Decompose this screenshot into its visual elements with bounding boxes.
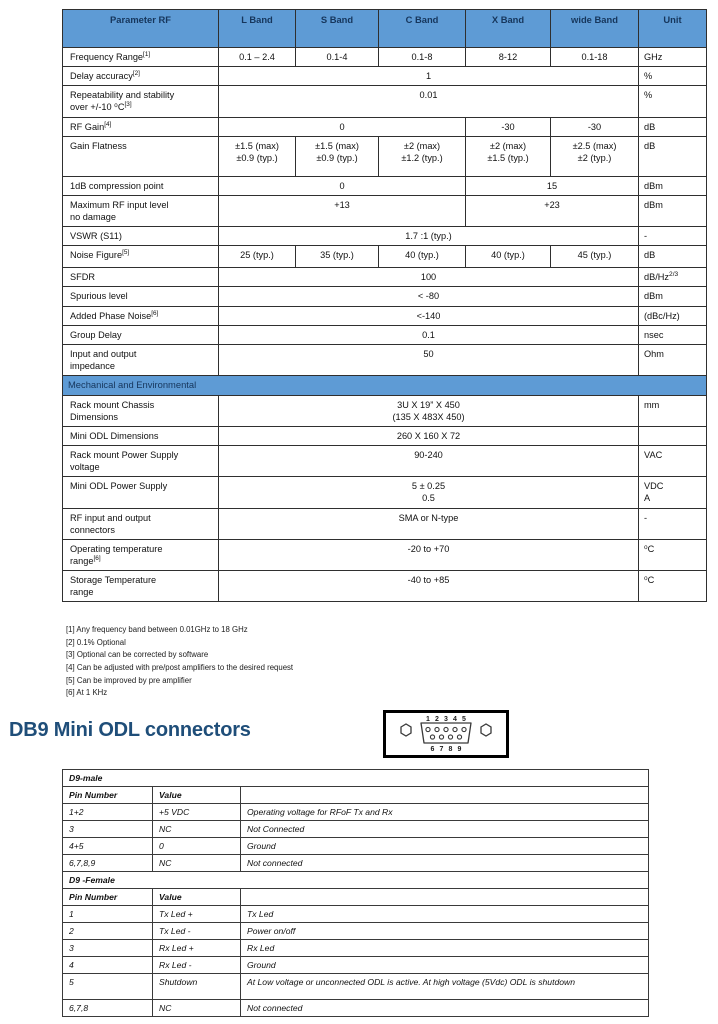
cell-value-span: 0 [219, 117, 466, 136]
table-row [63, 539, 707, 570]
cell-value: 40 (typ.) [379, 246, 466, 268]
column-header-value: Value [153, 889, 241, 906]
param-rack-chassis-dimensions: Rack mount Chassis Dimensions [63, 395, 219, 426]
cell-description: At Low voltage or unconnected ODL is active. At high voltage (5Vdc) ODL is shutdown [241, 974, 649, 1000]
footnote-item: [1] Any frequency band between 0.01GHz to 18 GHz [66, 625, 248, 634]
column-header-row [63, 787, 649, 804]
column-header-s-band: S Band [296, 10, 379, 48]
param-1db-compression-point: 1dB compression point [63, 176, 219, 195]
cell-unit [639, 426, 707, 445]
param-input-output-impedance: Input and output impedance [63, 344, 219, 375]
unit-exponent: 2/3 [669, 271, 679, 279]
table-row [63, 117, 707, 136]
cell-value-span: +13 [219, 195, 466, 226]
table-row [63, 344, 707, 375]
cell-value: NC [153, 855, 241, 872]
cell-unit: $dB/Hz^{2/3}$ [639, 268, 707, 287]
cell-value-span: <-140 [219, 306, 639, 325]
param-sfdr: SFDR [63, 268, 219, 287]
cell-value-span: 1.7 :1 (typ.) [219, 227, 639, 246]
footnote-item: [3] Optional can be corrected by software [66, 650, 209, 660]
param-delay-accuracy: Delay accuracy[2] [63, 67, 219, 86]
column-header-c-band: C Band [379, 10, 466, 48]
rf-specification-table-container [62, 9, 706, 602]
cell-value-span: 0.01 [219, 86, 639, 117]
pin-label-1: 1 [426, 716, 430, 723]
table-row [63, 804, 649, 821]
cell-value: ±1.5 (max) ±0.9 (typ.) [296, 136, 379, 176]
cell-value: 45 (typ.) [551, 246, 639, 268]
table-row [63, 176, 707, 195]
column-header-x-band: X Band [466, 10, 551, 48]
cell-value-span: 100 [219, 268, 639, 287]
table-row [63, 821, 649, 838]
cell-pin: 6,7,8,9 [63, 855, 153, 872]
pin-label-8: 8 [448, 746, 453, 753]
footnote-item: [2] 0.1% Optional [66, 637, 126, 647]
cell-value: -30 [466, 117, 551, 136]
cell-description: Ground [241, 957, 649, 974]
column-header-unit: Unit [639, 10, 707, 48]
table-row [63, 395, 707, 426]
table-row [63, 923, 649, 940]
cell-value-span: -20 to +70 [219, 539, 639, 570]
cell-unit: ⁰C [639, 539, 707, 570]
table-row [63, 838, 649, 855]
footnote-ref: [4] [104, 120, 112, 128]
cell-pin: 1 [63, 906, 153, 923]
footnote-item: [5] Can be improved by pre amplifier [66, 675, 192, 685]
cell-unit: GHz [639, 48, 707, 67]
cell-unit: dBm [639, 195, 707, 226]
cell-value: NC [153, 1000, 241, 1017]
column-header-row [63, 889, 649, 906]
footnote-ref: [3] [124, 101, 132, 109]
column-header-value: Value [153, 787, 241, 804]
table-row [63, 477, 707, 508]
pin-label-4: 4 [453, 716, 457, 723]
pin-label-9: 9 [457, 746, 462, 753]
db9-connector-diagram [383, 710, 509, 758]
table-row [63, 48, 707, 67]
cell-description: Ground [241, 838, 649, 855]
column-header-pin-number: Pin Number [63, 787, 153, 804]
column-header-description [241, 889, 649, 906]
param-storage-temperature-range: Storage Temperature range [63, 571, 219, 602]
table-header-row [63, 10, 707, 48]
table-row [63, 940, 649, 957]
param-noise-figure: Noise Figure[5] [63, 246, 219, 268]
group-label-d9-male: D9-male [63, 770, 649, 787]
footnote-ref: [6] [151, 309, 159, 317]
cell-value: 35 (typ.) [296, 246, 379, 268]
group-header-row [63, 872, 649, 889]
cell-value: Rx Led - [153, 957, 241, 974]
table-row [63, 906, 649, 923]
table-row [63, 195, 707, 226]
db9-pinout-tables-container [62, 769, 648, 1017]
cell-description: Power on/off [241, 923, 649, 940]
column-header-l-band: L Band [219, 10, 296, 48]
table-row [63, 287, 707, 306]
cell-unit: VAC [639, 445, 707, 476]
footnote-item: [6] At 1 KHz [66, 688, 108, 698]
param-repeatability-stability: Repeatability and stability over +/-10 ⁰C[3] [63, 86, 219, 117]
param-gain-flatness: Gain Flatness [63, 136, 219, 176]
cell-value-span: 15 [466, 176, 639, 195]
cell-value: Shutdown [153, 974, 241, 1000]
param-added-phase-noise: Added Phase Noise[6] [63, 306, 219, 325]
table-row [63, 855, 649, 872]
cell-value: 0.1-4 [296, 48, 379, 67]
table-row [63, 957, 649, 974]
param-max-rf-input-level: Maximum RF input level no damage [63, 195, 219, 226]
cell-value-span: 50 [219, 344, 639, 375]
cell-unit: dB [639, 246, 707, 268]
param-operating-temperature-range: Operating temperature range[6] [63, 539, 219, 570]
cell-pin: 5 [63, 974, 153, 1000]
db9-pinout-table [62, 769, 649, 1017]
cell-unit: - [639, 508, 707, 539]
cell-description: Not Connected [241, 821, 649, 838]
table-row [63, 136, 707, 176]
table-row [63, 86, 707, 117]
cell-value: ±2 (max) ±1.2 (typ.) [379, 136, 466, 176]
cell-value-span: -40 to +85 [219, 571, 639, 602]
cell-unit: mm [639, 395, 707, 426]
param-mini-odl-power-supply: Mini ODL Power Supply [63, 477, 219, 508]
cell-unit: dB [639, 136, 707, 176]
cell-pin: 4+5 [63, 838, 153, 855]
footnote-ref: [6] [93, 554, 101, 562]
cell-value: NC [153, 821, 241, 838]
section-header-row [63, 376, 707, 395]
pin-label-2: 2 [435, 716, 439, 723]
cell-value: Rx Led + [153, 940, 241, 957]
cell-pin: 3 [63, 821, 153, 838]
table-row [63, 571, 707, 602]
cell-value: +5 VDC [153, 804, 241, 821]
column-header-parameter: Parameter RF [63, 10, 219, 48]
cell-value: ±2.5 (max) ±2 (typ.) [551, 136, 639, 176]
cell-unit: (dBc/Hz) [639, 306, 707, 325]
cell-value: 8-12 [466, 48, 551, 67]
cell-unit: % [639, 67, 707, 86]
table-row [63, 974, 649, 1000]
cell-value-span: SMA or N-type [219, 508, 639, 539]
cell-value: 0.1 – 2.4 [219, 48, 296, 67]
table-row [63, 67, 707, 86]
footnote-ref: [5] [122, 249, 130, 257]
cell-value: -30 [551, 117, 639, 136]
group-label-d9-female: D9 -Female [63, 872, 649, 889]
param-vswr-s11: VSWR (S11) [63, 227, 219, 246]
cell-value-span: 90-240 [219, 445, 639, 476]
table-row [63, 1000, 649, 1017]
cell-value: 0 [153, 838, 241, 855]
cell-value-span: 0 [219, 176, 466, 195]
column-header-description [241, 787, 649, 804]
cell-unit: VDC A [639, 477, 707, 508]
cell-value-span: < -80 [219, 287, 639, 306]
param-spurious-level: Spurious level [63, 287, 219, 306]
cell-value-span: 1 [219, 67, 639, 86]
footnote-ref: [1] [143, 50, 151, 58]
cell-description: Not connected [241, 855, 649, 872]
table-row [63, 426, 707, 445]
footnote-item: [4] Can be adjusted with pre/post amplifiers to the desired request [66, 662, 294, 672]
cell-value-span: +23 [466, 195, 639, 226]
cell-value: Tx Led + [153, 906, 241, 923]
cell-description: Tx Led [241, 906, 649, 923]
cell-unit: - [639, 227, 707, 246]
cell-value-span: 260 X 160 X 72 [219, 426, 639, 445]
cell-unit: % [639, 86, 707, 117]
cell-pin: 2 [63, 923, 153, 940]
table-row [63, 246, 707, 268]
cell-unit: Ohm [639, 344, 707, 375]
cell-value-span: 5 ± 0.25 0.5 [219, 477, 639, 508]
cell-pin: 6,7,8 [63, 1000, 153, 1017]
cell-unit: dBm [639, 176, 707, 195]
pin-label-7: 7 [439, 746, 444, 753]
cell-value: ±1.5 (max) ±0.9 (typ.) [219, 136, 296, 176]
table-row [63, 227, 707, 246]
param-rf-connectors: RF input and output connectors [63, 508, 219, 539]
cell-value-span: 3U X 19” X 450 (135 X 483X 450) [219, 395, 639, 426]
table-row [63, 445, 707, 476]
param-rack-power-supply-voltage: Rack mount Power Supply voltage [63, 445, 219, 476]
cell-unit: dB [639, 117, 707, 136]
cell-description: Not connected [241, 1000, 649, 1017]
table-row [63, 268, 707, 287]
cell-pin: 3 [63, 940, 153, 957]
cell-unit: nsec [639, 325, 707, 344]
table-row [63, 325, 707, 344]
pin-label-3: 3 [444, 716, 448, 723]
table-row [63, 306, 707, 325]
cell-value: 40 (typ.) [466, 246, 551, 268]
table-row [63, 508, 707, 539]
cell-value: Tx Led - [153, 923, 241, 940]
footnotes-list [66, 624, 486, 700]
section-header-mechanical: Mechanical and Environmental [63, 376, 707, 395]
db9-connector-svg [383, 710, 509, 758]
cell-value: 25 (typ.) [219, 246, 296, 268]
cell-pin: 4 [63, 957, 153, 974]
cell-value: ±2 (max) ±1.5 (typ.) [466, 136, 551, 176]
rf-specification-table [62, 9, 707, 602]
param-group-delay: Group Delay [63, 325, 219, 344]
param-mini-odl-dimensions: Mini ODL Dimensions [63, 426, 219, 445]
cell-value: 0.1-18 [551, 48, 639, 67]
pin-label-6: 6 [430, 746, 435, 753]
cell-value: 0.1-8 [379, 48, 466, 67]
footnote-ref: [2] [132, 70, 140, 78]
cell-description: Operating voltage for RFoF Tx and Rx [241, 804, 649, 821]
cell-unit: ⁰C [639, 571, 707, 602]
cell-value-span: 0.1 [219, 325, 639, 344]
cell-pin: 1+2 [63, 804, 153, 821]
param-frequency-range: Frequency Range[1] [63, 48, 219, 67]
column-header-pin-number: Pin Number [63, 889, 153, 906]
db9-section-title: DB9 Mini ODL connectors [9, 719, 251, 741]
cell-description: Rx Led [241, 940, 649, 957]
cell-unit: dBm [639, 287, 707, 306]
column-header-wide-band: wide Band [551, 10, 639, 48]
pin-label-5: 5 [462, 716, 466, 723]
param-rf-gain: RF Gain[4] [63, 117, 219, 136]
group-header-row [63, 770, 649, 787]
